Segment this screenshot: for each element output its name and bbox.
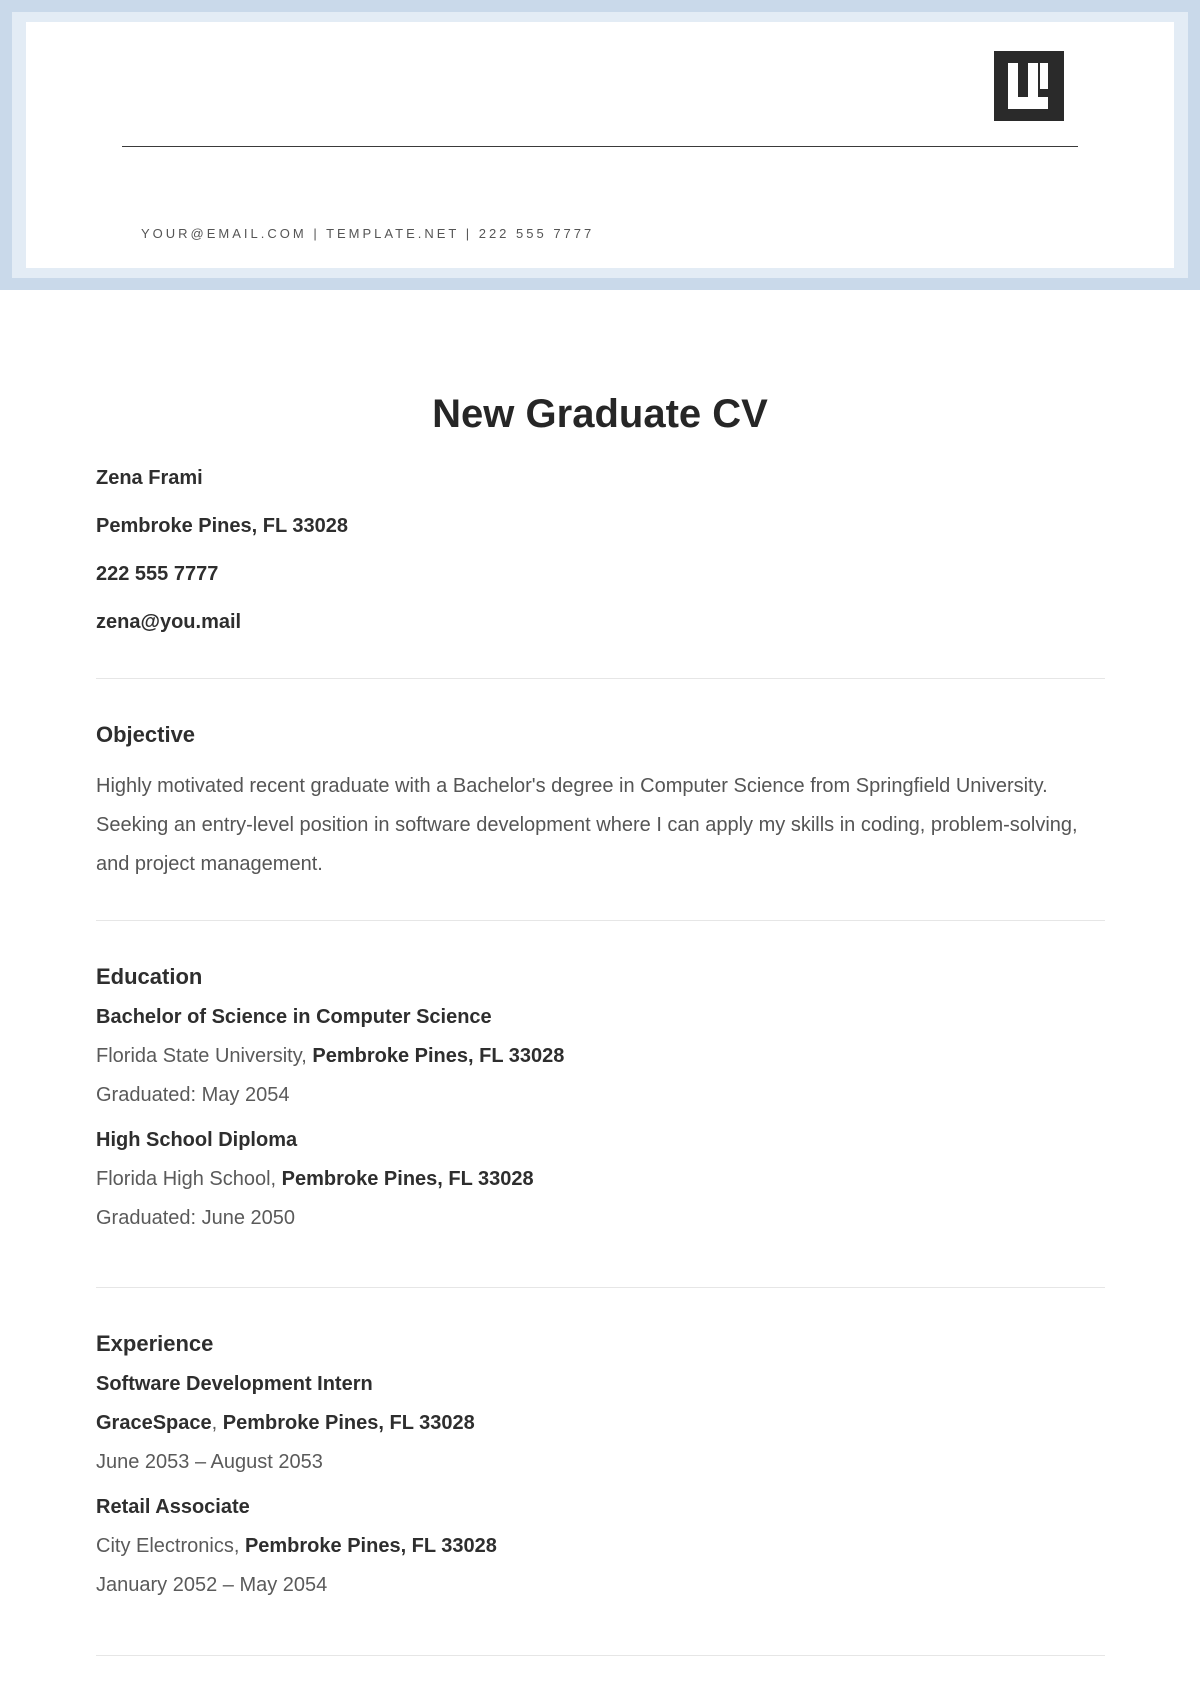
education-institution: Florida State University, bbox=[96, 1045, 313, 1067]
education-location: Pembroke Pines, FL 33028 bbox=[281, 1168, 534, 1190]
header-contact-line: YOUR@EMAIL.COM | TEMPLATE.NET | 222 555 7777 bbox=[141, 226, 595, 241]
header-band bbox=[0, 0, 1200, 290]
section-divider bbox=[96, 678, 1105, 679]
person-address: Pembroke Pines, FL 33028 bbox=[96, 515, 348, 537]
experience-location: Pembroke Pines, FL 33028 bbox=[244, 1535, 497, 1557]
experience-role: Software Development Intern bbox=[96, 1373, 373, 1395]
section-divider bbox=[96, 1655, 1105, 1656]
page-title: New Graduate CV bbox=[432, 392, 768, 436]
education-entry bbox=[96, 1121, 1106, 1238]
section-divider bbox=[96, 920, 1105, 921]
experience-date: June 2053 – August 2053 bbox=[96, 1451, 323, 1473]
experience-role: Retail Associate bbox=[96, 1496, 250, 1518]
education-institution-line bbox=[96, 1037, 1106, 1076]
experience-entry bbox=[96, 1488, 1106, 1605]
education-institution-line bbox=[96, 1160, 1106, 1199]
experience-company-line bbox=[96, 1527, 1106, 1566]
education-location: Pembroke Pines, FL 33028 bbox=[312, 1045, 565, 1067]
experience-heading: Experience bbox=[96, 1331, 214, 1356]
education-heading: Education bbox=[96, 964, 203, 989]
header-rule bbox=[122, 146, 1078, 147]
experience-company: City Electronics, bbox=[96, 1535, 245, 1557]
section-divider bbox=[96, 1287, 1105, 1288]
objective-section bbox=[96, 722, 1106, 884]
education-entry bbox=[96, 998, 1106, 1115]
template-logo-icon bbox=[994, 51, 1064, 121]
experience-company: GraceSpace bbox=[96, 1412, 212, 1434]
experience-date: January 2052 – May 2054 bbox=[96, 1574, 328, 1596]
education-date: Graduated: May 2054 bbox=[96, 1084, 290, 1106]
experience-entry bbox=[96, 1365, 1106, 1482]
person-email: zena@you.mail bbox=[96, 611, 242, 633]
objective-heading: Objective bbox=[96, 722, 196, 747]
person-name: Zena Frami bbox=[96, 467, 203, 489]
education-section bbox=[96, 964, 1106, 1244]
experience-separator: , bbox=[211, 1412, 223, 1434]
education-institution: Florida High School, bbox=[96, 1168, 282, 1190]
experience-section bbox=[96, 1331, 1106, 1611]
education-degree: Bachelor of Science in Computer Science bbox=[96, 1006, 492, 1028]
experience-location: Pembroke Pines, FL 33028 bbox=[222, 1412, 475, 1434]
person-phone: 222 555 7777 bbox=[96, 563, 219, 585]
objective-text: Highly motivated recent graduate with a Bachelor's degree in Computer Science from Springfield University. Seeking an entry-level position in software development where I can apply my skills in coding, problem-solving, and project management. bbox=[96, 775, 1078, 875]
education-degree: High School Diploma bbox=[96, 1129, 298, 1151]
personal-info bbox=[96, 466, 1106, 658]
experience-company-line bbox=[96, 1404, 1106, 1443]
education-date: Graduated: June 2050 bbox=[96, 1207, 296, 1229]
